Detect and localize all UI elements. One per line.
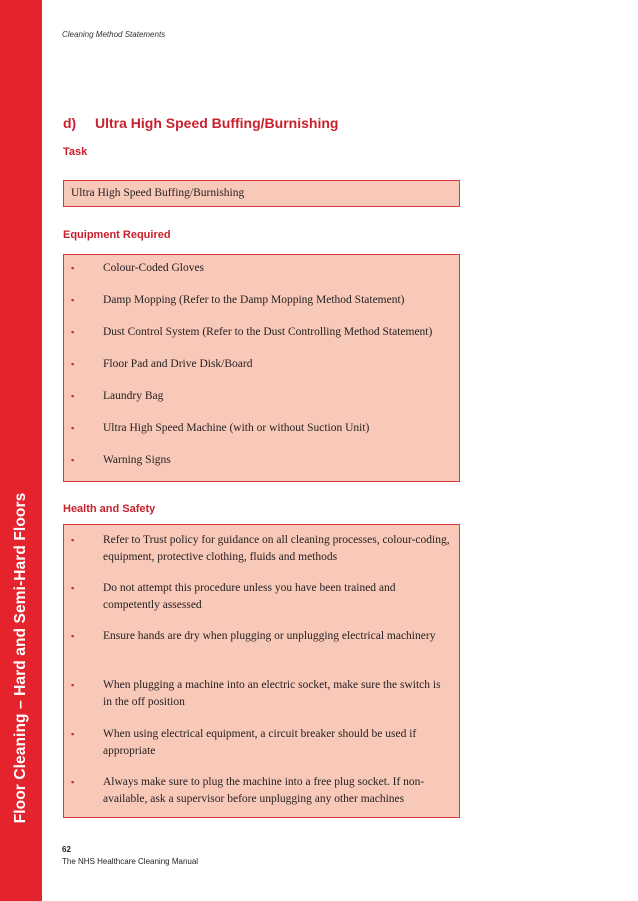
sidebar-band	[0, 0, 42, 901]
health-safety-label: Health and Safety	[63, 503, 156, 515]
bullet-icon: ▪	[71, 583, 75, 593]
manual-title: The NHS Healthcare Cleaning Manual	[62, 857, 199, 866]
bullet-icon: ▪	[71, 327, 75, 337]
task-box	[63, 180, 460, 207]
bullet-icon: ▪	[71, 777, 75, 787]
bullet-icon: ▪	[71, 631, 75, 641]
bullet-icon: ▪	[71, 535, 75, 545]
page-number: 62	[62, 845, 71, 854]
task-label: Task	[63, 146, 88, 158]
health-safety-box: ▪ Refer to Trust policy for guidance on all cleaning processes, colour-coding, equipment, protective clothing, fluids and methods ▪ Do not attempt this procedure unless you have been trained and competently assessed ▪ Ensure hands are dry when plugging or unplugging electrical machinery ▪ When plugging a machine into an electric socket, make sure the switch is in the off position ▪ When using electrical equipment, a circuit breaker should be used if appropriate ▪ Always make sure to plug the machine into a free plug socket. If non-available, ask a supervisor before unplugging any other machines	[63, 524, 460, 818]
bullet-icon: ▪	[71, 359, 75, 369]
equipment-box: ▪ Colour-Coded Gloves ▪ Damp Mopping (Refer to the Damp Mopping Method Statement) ▪ Dust Control System (Refer to the Dust Controlling Method Statement) ▪ Floor Pad and Drive Disk/Board ▪ Laundry Bag ▪ Ultra High Speed Machine (with or without Suction Unit) ▪ Warning Signs	[63, 254, 460, 482]
section-letter: d)	[63, 115, 77, 131]
bullet-icon: ▪	[71, 455, 75, 465]
task-value: Ultra High Speed Buffing/Burnishing	[71, 187, 245, 199]
bullet-icon: ▪	[71, 423, 75, 433]
bullet-icon: ▪	[71, 729, 75, 739]
section-title	[63, 115, 338, 131]
bullet-icon: ▪	[71, 295, 75, 305]
bullet-icon: ▪	[71, 263, 75, 273]
bullet-icon: ▪	[71, 680, 75, 690]
section-title-text: Ultra High Speed Buffing/Burnishing	[95, 115, 339, 131]
sidebar-title: Floor Cleaning – Hard and Semi-Hard Floors	[12, 492, 29, 824]
equipment-label: Equipment Required	[63, 229, 171, 241]
bullet-icon: ▪	[71, 391, 75, 401]
running-head: Cleaning Method Statements	[62, 30, 166, 39]
